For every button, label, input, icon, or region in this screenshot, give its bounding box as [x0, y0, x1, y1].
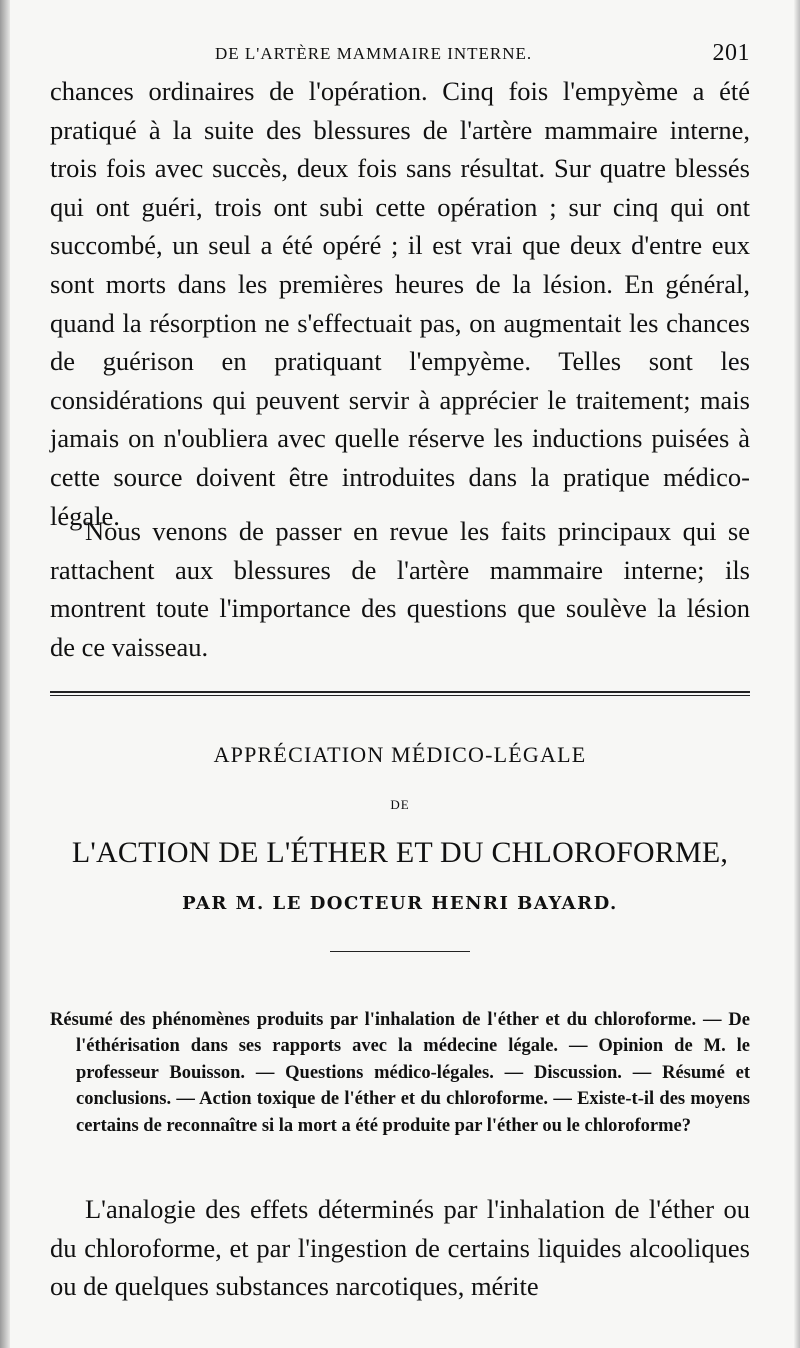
page-edge-right	[794, 0, 800, 1348]
paragraph-2: Nous venons de passer en revue les faits principaux qui se rattachent aux blessures de l'artère mammaire interne; ils montrent toute l'importance des questions que soulève la lésion de ce vaisseau.	[50, 516, 750, 662]
page-number: 201	[712, 40, 750, 66]
paragraph-1: chances ordinaires de l'opération. Cinq fois l'empyème a été pratiqué à la suite des blessures de l'artère mammaire interne, trois fois avec succès, deux fois sans résultat. Sur quatre blessés qui ont guéri, trois ont subi cette opération ; sur cinq qui ont succombé, un seul a été opéré ; il est vrai que deux d'entre eux sont morts dans les premières heures de la lésion. En général, quand la résorption ne s'effectuait pas, on augmentait les chances de guérison en pratiquant l'empyème. Telles sont les considérations qui peuvent servir à apprécier le traitement; mais jamais on n'oubliera avec quelle réserve les inductions puisées à cette source doivent être introduites dans la pratique médico-légale.	[50, 76, 750, 531]
section-author: PAR M. LE DOCTEUR HENRI BAYARD.	[182, 893, 618, 914]
section-title-line-1: APPRÉCIATION MÉDICO-LÉGALE	[213, 742, 587, 767]
author-divider	[330, 951, 470, 952]
section-summary: Résumé des phénomènes produits par l'inhalation de l'éther et du chloroforme. — De l'éthérisation dans ses rapports avec la médecine légale. — Opinion de M. le professeur Bouisson. — Questions médico-légales. — Discussion. — Résumé et conclusions. — Action toxique de l'éther et du chloroforme. — Existe-t-il des moyens certains de reconnaître si la mort a été produite par l'éther ou le chloroforme?	[50, 1009, 750, 1136]
running-title: DE L'ARTÈRE MAMMAIRE INTERNE.	[215, 44, 533, 63]
section-title-line-2: DE	[390, 797, 410, 812]
section-divider	[50, 691, 750, 696]
page-edge-left	[0, 0, 10, 1348]
section-title-line-3: L'ACTION DE L'ÉTHER ET DU CHLOROFORME,	[71, 836, 729, 869]
paragraph-3: L'analogie des effets déterminés par l'inhalation de l'éther ou du chloroforme, et par l'ingestion de certains liquides alcooliques ou de quelques substances narcotiques, mérite	[50, 1194, 750, 1302]
page-header	[50, 40, 750, 70]
